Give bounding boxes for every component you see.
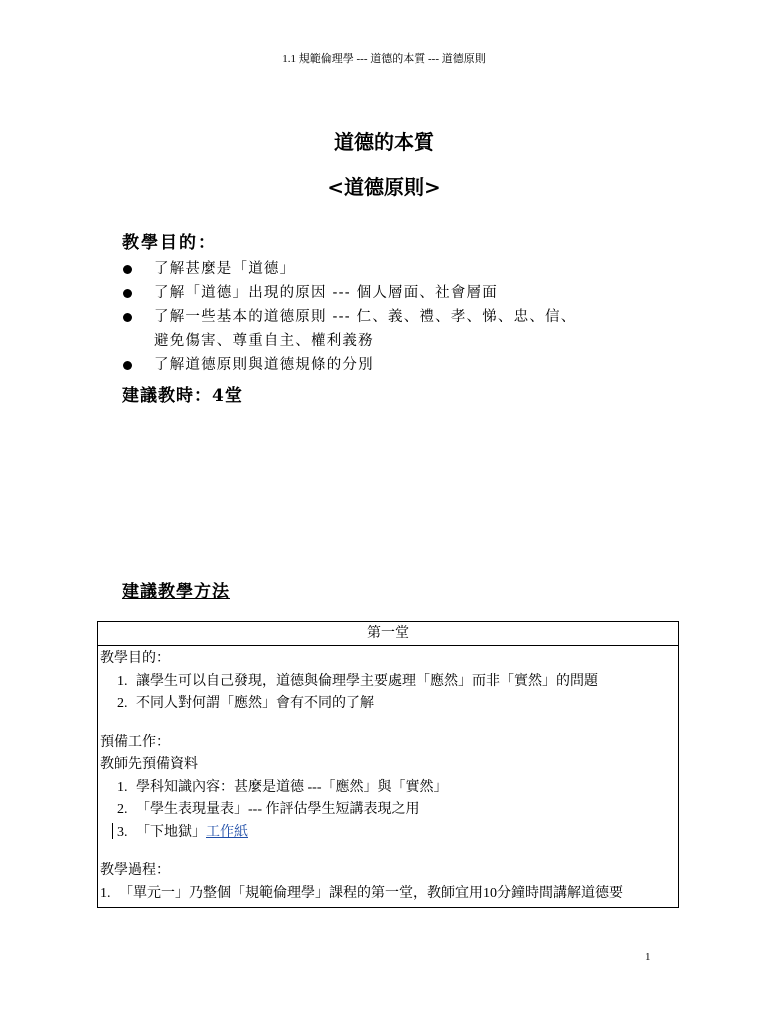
teaching-method-heading: 建議教學方法 xyxy=(122,582,230,602)
list-number: 1. xyxy=(117,779,128,795)
list-item xyxy=(100,822,678,845)
page-number: 1 xyxy=(645,951,651,963)
running-header: 1.1 規範倫理學 --- 道德的本質 --- 道德原則 xyxy=(282,53,486,65)
bullet-icon xyxy=(123,289,132,298)
list-number: 3. xyxy=(117,824,128,840)
list-item xyxy=(100,883,678,906)
objective-item xyxy=(122,281,682,305)
objectives-list xyxy=(122,257,682,377)
list-number: 2. xyxy=(117,696,128,711)
list-item xyxy=(100,671,678,694)
list-number: 1. xyxy=(100,885,111,901)
list-text: 讓學生可以自己發現，道德與倫理學主要處理「應然」而非「實然」的問題 xyxy=(136,673,598,689)
list-text: 不同人對何謂「應然」會有不同的了解 xyxy=(136,696,374,711)
lesson-table xyxy=(97,621,679,908)
objective-text: 了解「道德」出現的原因 --- 個人層面、社會層面 xyxy=(154,285,498,301)
lesson-body xyxy=(98,646,678,905)
text-cursor xyxy=(112,823,113,839)
list-item xyxy=(100,777,678,800)
list-item xyxy=(100,693,678,716)
objective-text: 了解一些基本的道德原則 --- 仁、義、禮、孝、悌、忠、信、 xyxy=(154,309,577,325)
process-heading: 教學過程： xyxy=(100,863,170,878)
list-text: 學科知識內容：甚麼是道德 ---「應然」與「實然」 xyxy=(136,779,448,795)
list-text: 「學生表現量表」--- 作評估學生短講表現之用 xyxy=(136,802,420,817)
bullet-icon xyxy=(123,313,132,322)
objective-item xyxy=(122,305,682,353)
document-subtitle: <道德原則> xyxy=(327,175,441,199)
teaching-objectives-heading: 教學目的： xyxy=(122,233,217,253)
lesson-title: 第一堂 xyxy=(98,622,678,646)
objective-text-continuation: 避免傷害、尊重自主、權利義務 xyxy=(154,333,374,349)
suggested-hours: 建議教時：4堂 xyxy=(122,386,243,406)
teaching-objectives-section xyxy=(122,228,682,377)
objective-item xyxy=(122,353,682,377)
bullet-icon xyxy=(123,361,132,370)
objective-text: 了解甚麼是「道德」 xyxy=(154,261,296,277)
list-number: 1. xyxy=(117,673,128,689)
list-text: 「下地獄」 xyxy=(136,824,206,840)
prep-heading: 預備工作： xyxy=(100,734,170,750)
list-item xyxy=(100,799,678,822)
objective-text: 了解道德原則與道德規條的分別 xyxy=(154,357,374,373)
prep-intro: 教師先預備資料 xyxy=(100,757,198,772)
list-text: 「單元一」乃整個「規範倫理學」課程的第一堂，教師宜用10分鐘時間講解道德要 xyxy=(119,885,623,901)
list-number: 2. xyxy=(117,802,128,817)
worksheet-link[interactable]: 工作紙 xyxy=(206,824,248,840)
lesson-objectives-heading: 教學目的： xyxy=(100,651,170,666)
bullet-icon xyxy=(123,265,132,274)
objective-item xyxy=(122,257,682,281)
document-title: 道德的本質 xyxy=(334,130,434,154)
